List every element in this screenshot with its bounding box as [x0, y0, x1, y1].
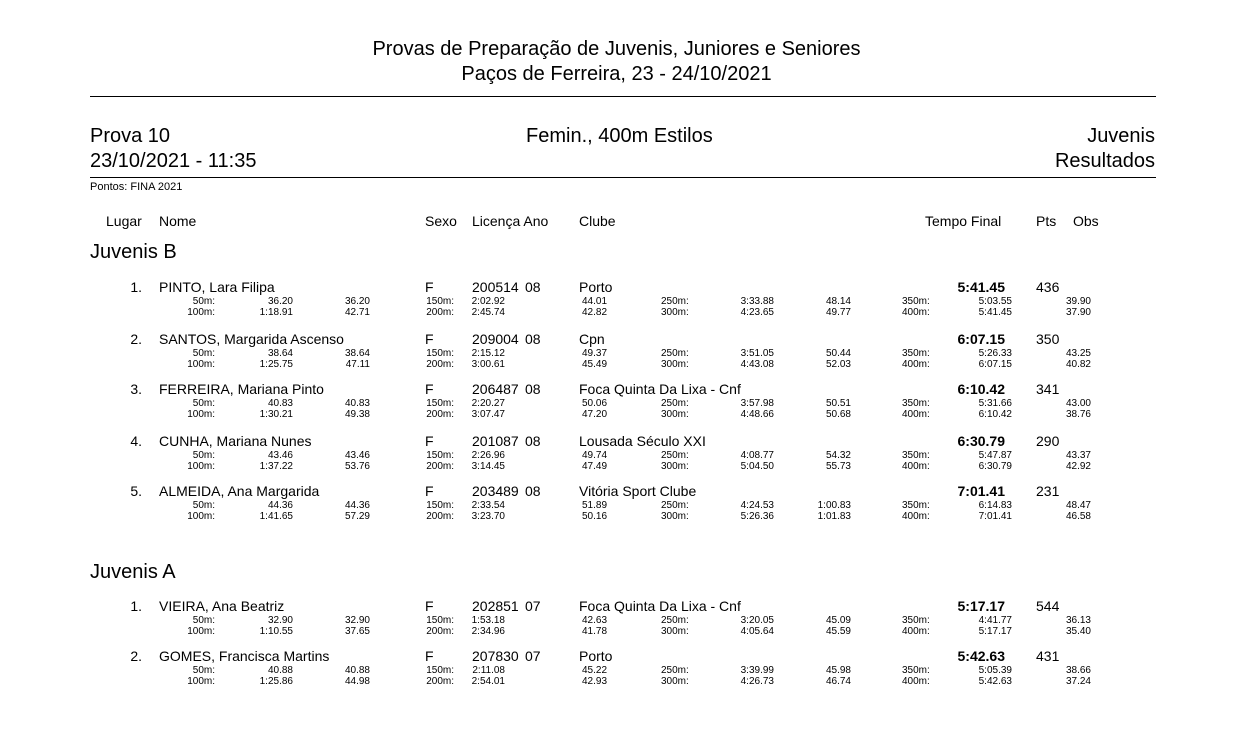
split-lap-time: 44.36: [344, 500, 370, 511]
swimmer-year: 07: [525, 648, 541, 664]
swimmer-name: FERREIRA, Mariana Pinto: [159, 381, 324, 397]
swimmer-year: 08: [525, 483, 541, 499]
split-cumulative-time: 5:47.87: [978, 450, 1012, 461]
split-lap-time: 45.09: [825, 615, 851, 626]
col-license-year: Licença Ano: [472, 213, 549, 229]
swimmer-sex: F: [425, 433, 434, 449]
split-distance-label: 250m:: [661, 348, 689, 359]
split-lap-time: 42.82: [582, 307, 608, 318]
split-cumulative-time: 6:30.79: [978, 461, 1012, 472]
split-lap-time: 43.25: [1065, 348, 1091, 359]
split-distance-label: 350m:: [902, 665, 930, 676]
swimmer-club: Vitória Sport Clube: [579, 483, 697, 499]
split-cumulative-time: 4:48.66: [740, 409, 774, 420]
swimmer-final-time: 5:41.45: [957, 279, 1005, 295]
swimmer-sex: F: [425, 648, 434, 664]
swimmer-sex: F: [425, 381, 434, 397]
split-distance-label: 400m:: [902, 626, 930, 637]
split-distance-label: 300m:: [661, 409, 689, 420]
swimmer-club: Porto: [579, 648, 613, 664]
split-cumulative-time: 3:23.70: [471, 511, 505, 522]
points-note: Pontos: FINA 2021: [90, 181, 183, 193]
split-distance-label: 350m:: [902, 615, 930, 626]
split-cumulative-time: 5:03.55: [978, 296, 1012, 307]
swimmer-final-time: 6:30.79: [957, 433, 1005, 449]
split-row: [0, 450, 1233, 461]
split-distance-label: 350m:: [902, 398, 930, 409]
split-lap-time: 40.82: [1065, 359, 1091, 370]
split-distance-label: 200m:: [426, 409, 454, 420]
swimmer-club: Foca Quinta Da Lixa - Cnf: [579, 598, 741, 614]
split-distance-label: 250m:: [661, 665, 689, 676]
split-lap-time: 45.98: [825, 665, 851, 676]
split-lap-time: 54.32: [825, 450, 851, 461]
swimmer-name: CUNHA, Mariana Nunes: [159, 433, 312, 449]
swimmer-final-time: 5:17.17: [957, 598, 1005, 614]
split-lap-time: 51.89: [582, 500, 608, 511]
split-distance-label: 300m:: [661, 511, 689, 522]
split-lap-time: 1:01.83: [817, 511, 851, 522]
split-distance-label: 100m:: [187, 626, 215, 637]
split-distance-label: 50m:: [192, 500, 215, 511]
swimmer-license: 200514: [472, 279, 519, 295]
event-number: Prova 10: [90, 125, 171, 147]
split-cumulative-time: 5:04.50: [740, 461, 774, 472]
swimmer-club: Cpn: [579, 331, 605, 347]
split-distance-label: 100m:: [187, 409, 215, 420]
split-cumulative-time: 5:17.17: [978, 626, 1012, 637]
swimmer-license: 202851: [472, 598, 519, 614]
split-distance-label: 400m:: [902, 461, 930, 472]
swimmer-license: 206487: [472, 381, 519, 397]
swimmer-final-time: 5:42.63: [957, 648, 1005, 664]
split-cumulative-time: 6:10.42: [978, 409, 1012, 420]
swimmer-points: 544: [1036, 598, 1060, 614]
split-cumulative-time: 1:25.86: [259, 676, 293, 687]
split-cumulative-time: 4:23.65: [740, 307, 774, 318]
split-lap-time: 48.47: [1065, 500, 1091, 511]
split-lap-time: 50.06: [582, 398, 608, 409]
group-title: Juvenis A: [90, 561, 176, 583]
split-cumulative-time: 4:26.73: [740, 676, 774, 687]
split-cumulative-time: 38.64: [267, 348, 293, 359]
swimmer-final-time: 6:07.15: [957, 331, 1005, 347]
split-lap-time: 45.49: [582, 359, 608, 370]
split-cumulative-time: 5:31.66: [978, 398, 1012, 409]
split-lap-time: 49.74: [582, 450, 608, 461]
split-distance-label: 300m:: [661, 676, 689, 687]
split-cumulative-time: 32.90: [267, 615, 293, 626]
split-distance-label: 150m:: [426, 296, 454, 307]
split-cumulative-time: 7:01.41: [978, 511, 1012, 522]
split-cumulative-time: 2:54.01: [471, 676, 505, 687]
split-distance-label: 200m:: [426, 307, 454, 318]
split-lap-time: 37.65: [344, 626, 370, 637]
swimmer-name: ALMEIDA, Ana Margarida: [159, 483, 320, 499]
split-lap-time: 44.98: [344, 676, 370, 687]
split-cumulative-time: 4:24.53: [740, 500, 774, 511]
split-lap-time: 48.14: [825, 296, 851, 307]
swimmer-place: 3.: [130, 381, 142, 397]
split-lap-time: 43.37: [1065, 450, 1091, 461]
split-distance-label: 400m:: [902, 511, 930, 522]
split-lap-time: 40.88: [344, 665, 370, 676]
split-lap-time: 50.44: [825, 348, 851, 359]
swimmer-sex: F: [425, 331, 434, 347]
swimmer-sex: F: [425, 483, 434, 499]
split-cumulative-time: 2:02.92: [471, 296, 505, 307]
split-distance-label: 300m:: [661, 359, 689, 370]
split-row: [0, 665, 1233, 676]
swimmer-club: Porto: [579, 279, 613, 295]
event-category: Juvenis: [1087, 125, 1155, 147]
col-obs: Obs: [1073, 213, 1099, 229]
split-cumulative-time: 3:20.05: [740, 615, 774, 626]
split-lap-time: 53.76: [344, 461, 370, 472]
swimmer-final-time: 7:01.41: [957, 483, 1005, 499]
header-divider: [90, 96, 1156, 97]
col-pts: Pts: [1036, 213, 1057, 229]
split-lap-time: 35.40: [1065, 626, 1091, 637]
split-cumulative-time: 3:57.98: [740, 398, 774, 409]
swimmer-year: 08: [525, 433, 541, 449]
swimmer-license: 209004: [472, 331, 519, 347]
swimmer-year: 08: [525, 381, 541, 397]
split-lap-time: 42.92: [1065, 461, 1091, 472]
split-cumulative-time: 6:07.15: [978, 359, 1012, 370]
split-lap-time: 38.76: [1065, 409, 1091, 420]
split-lap-time: 49.38: [344, 409, 370, 420]
split-distance-label: 150m:: [426, 348, 454, 359]
split-distance-label: 150m:: [426, 615, 454, 626]
split-distance-label: 300m:: [661, 307, 689, 318]
split-lap-time: 36.13: [1065, 615, 1091, 626]
meet-title: Provas de Preparação de Juvenis, Juniores e Seniores: [372, 38, 861, 60]
split-lap-time: 49.77: [825, 307, 851, 318]
split-distance-label: 200m:: [426, 461, 454, 472]
swimmer-points: 231: [1036, 483, 1060, 499]
split-cumulative-time: 4:41.77: [978, 615, 1012, 626]
split-distance-label: 350m:: [902, 348, 930, 359]
split-cumulative-time: 5:26.33: [978, 348, 1012, 359]
split-cumulative-time: 1:25.75: [259, 359, 293, 370]
swimmer-name: GOMES, Francisca Martins: [159, 648, 330, 664]
swimmer-club: Foca Quinta Da Lixa - Cnf: [579, 381, 741, 397]
split-cumulative-time: 1:53.18: [471, 615, 505, 626]
split-cumulative-time: 2:15.12: [471, 348, 505, 359]
swimmer-sex: F: [425, 279, 434, 295]
split-distance-label: 50m:: [192, 615, 215, 626]
split-row: [0, 615, 1233, 626]
swimmer-points: 341: [1036, 381, 1060, 397]
swimmer-place: 1.: [130, 598, 142, 614]
split-cumulative-time: 3:14.45: [471, 461, 505, 472]
split-cumulative-time: 3:51.05: [740, 348, 774, 359]
split-lap-time: 44.01: [582, 296, 608, 307]
split-lap-time: 41.78: [582, 626, 608, 637]
split-lap-time: 52.03: [825, 359, 851, 370]
split-lap-time: 43.00: [1065, 398, 1091, 409]
swimmer-place: 5.: [130, 483, 142, 499]
split-lap-time: 46.74: [825, 676, 851, 687]
split-distance-label: 350m:: [902, 296, 930, 307]
swimmer-place: 2.: [130, 648, 142, 664]
swimmer-points: 290: [1036, 433, 1060, 449]
split-cumulative-time: 1:18.91: [259, 307, 293, 318]
split-row: [0, 511, 1233, 522]
split-distance-label: 250m:: [661, 615, 689, 626]
split-distance-label: 350m:: [902, 500, 930, 511]
split-lap-time: 43.46: [344, 450, 370, 461]
split-cumulative-time: 2:11.08: [472, 665, 505, 676]
split-distance-label: 50m:: [192, 398, 215, 409]
swimmer-year: 08: [525, 331, 541, 347]
split-lap-time: 50.16: [582, 511, 608, 522]
split-lap-time: 49.37: [582, 348, 608, 359]
split-cumulative-time: 2:34.96: [471, 626, 505, 637]
meet-location-date: Paços de Ferreira, 23 - 24/10/2021: [461, 63, 772, 85]
split-cumulative-time: 4:43.08: [740, 359, 774, 370]
split-cumulative-time: 2:45.74: [471, 307, 505, 318]
split-row: [0, 409, 1233, 420]
split-cumulative-time: 44.36: [267, 500, 293, 511]
group-title: Juvenis B: [90, 241, 177, 263]
col-club: Clube: [579, 213, 616, 229]
swimmer-place: 2.: [130, 331, 142, 347]
split-distance-label: 200m:: [426, 511, 454, 522]
split-lap-time: 37.90: [1065, 307, 1091, 318]
split-distance-label: 300m:: [661, 461, 689, 472]
split-lap-time: 42.93: [582, 676, 608, 687]
split-distance-label: 300m:: [661, 626, 689, 637]
split-cumulative-time: 40.83: [267, 398, 293, 409]
split-lap-time: 40.83: [344, 398, 370, 409]
swimmer-points: 436: [1036, 279, 1060, 295]
event-type: Resultados: [1054, 150, 1155, 172]
split-lap-time: 45.22: [582, 665, 608, 676]
split-cumulative-time: 6:14.83: [978, 500, 1012, 511]
split-row: [0, 676, 1233, 687]
split-lap-time: 42.63: [582, 615, 608, 626]
swimmer-name: VIEIRA, Ana Beatriz: [159, 598, 285, 614]
swimmer-name: SANTOS, Margarida Ascenso: [159, 331, 344, 347]
swimmer-points: 350: [1036, 331, 1060, 347]
split-distance-label: 50m:: [192, 296, 215, 307]
col-sex: Sexo: [425, 213, 457, 229]
split-lap-time: 46.58: [1065, 511, 1091, 522]
split-cumulative-time: 3:07.47: [471, 409, 505, 420]
split-distance-label: 250m:: [661, 296, 689, 307]
event-name: Femin., 400m Estilos: [526, 125, 713, 147]
split-distance-label: 150m:: [426, 398, 454, 409]
split-cumulative-time: 1:41.65: [259, 511, 293, 522]
split-cumulative-time: 40.88: [267, 665, 293, 676]
swimmer-year: 07: [525, 598, 541, 614]
split-cumulative-time: 1:10.55: [259, 626, 293, 637]
split-lap-time: 39.90: [1065, 296, 1091, 307]
split-lap-time: 47.11: [345, 359, 370, 370]
split-row: [0, 398, 1233, 409]
col-place: Lugar: [106, 213, 142, 229]
split-lap-time: 1:00.83: [817, 500, 851, 511]
split-lap-time: 38.64: [344, 348, 370, 359]
split-distance-label: 50m:: [192, 348, 215, 359]
split-distance-label: 250m:: [661, 398, 689, 409]
swimmer-points: 431: [1036, 648, 1060, 664]
split-row: [0, 500, 1233, 511]
event-datetime: 23/10/2021 - 11:35: [90, 150, 257, 172]
split-cumulative-time: 3:39.99: [740, 665, 774, 676]
split-lap-time: 50.68: [825, 409, 851, 420]
swimmer-name: PINTO, Lara Filipa: [159, 279, 275, 295]
split-cumulative-time: 43.46: [267, 450, 293, 461]
split-lap-time: 32.90: [344, 615, 370, 626]
swimmer-sex: F: [425, 598, 434, 614]
split-distance-label: 150m:: [426, 665, 454, 676]
split-lap-time: 36.20: [344, 296, 370, 307]
split-lap-time: 38.66: [1065, 665, 1091, 676]
split-cumulative-time: 1:37.22: [259, 461, 293, 472]
split-distance-label: 250m:: [661, 500, 689, 511]
split-lap-time: 55.73: [825, 461, 851, 472]
split-distance-label: 100m:: [187, 307, 215, 318]
split-lap-time: 37.24: [1065, 676, 1091, 687]
split-cumulative-time: 5:05.39: [978, 665, 1012, 676]
swimmer-final-time: 6:10.42: [957, 381, 1005, 397]
event-divider: [90, 177, 1156, 178]
split-cumulative-time: 3:00.61: [471, 359, 505, 370]
split-distance-label: 200m:: [426, 359, 454, 370]
swimmer-place: 4.: [130, 433, 142, 449]
split-distance-label: 400m:: [902, 307, 930, 318]
split-cumulative-time: 4:08.77: [740, 450, 774, 461]
split-distance-label: 200m:: [426, 676, 454, 687]
split-distance-label: 100m:: [187, 676, 215, 687]
split-distance-label: 100m:: [187, 461, 215, 472]
split-cumulative-time: 5:42.63: [978, 676, 1012, 687]
split-lap-time: 47.49: [582, 461, 608, 472]
split-cumulative-time: 5:26.36: [740, 511, 774, 522]
split-cumulative-time: 1:30.21: [259, 409, 293, 420]
split-cumulative-time: 2:20.27: [471, 398, 505, 409]
swimmer-license: 201087: [472, 433, 519, 449]
split-distance-label: 400m:: [902, 409, 930, 420]
split-cumulative-time: 3:33.88: [740, 296, 774, 307]
split-row: [0, 307, 1233, 318]
split-distance-label: 50m:: [192, 450, 215, 461]
swimmer-place: 1.: [130, 279, 142, 295]
swimmer-license: 207830: [472, 648, 519, 664]
swimmer-club: Lousada Século XXI: [579, 433, 706, 449]
col-final-time: Tempo Final: [925, 213, 1002, 229]
swimmer-year: 08: [525, 279, 541, 295]
swimmer-license: 203489: [472, 483, 519, 499]
split-distance-label: 350m:: [902, 450, 930, 461]
split-cumulative-time: 36.20: [267, 296, 293, 307]
split-row: [0, 296, 1233, 307]
split-cumulative-time: 4:05.64: [740, 626, 774, 637]
split-distance-label: 250m:: [661, 450, 689, 461]
split-lap-time: 50.51: [825, 398, 851, 409]
split-cumulative-time: 5:41.45: [978, 307, 1012, 318]
split-row: [0, 461, 1233, 472]
split-distance-label: 150m:: [426, 500, 454, 511]
split-lap-time: 57.29: [344, 511, 370, 522]
split-row: [0, 626, 1233, 637]
col-name: Nome: [159, 213, 197, 229]
split-lap-time: 42.71: [344, 307, 370, 318]
split-distance-label: 400m:: [902, 676, 930, 687]
split-distance-label: 150m:: [426, 450, 454, 461]
split-distance-label: 50m:: [192, 665, 215, 676]
split-distance-label: 400m:: [902, 359, 930, 370]
split-row: [0, 348, 1233, 359]
split-row: [0, 359, 1233, 370]
split-lap-time: 47.20: [582, 409, 608, 420]
split-lap-time: 45.59: [825, 626, 851, 637]
split-distance-label: 200m:: [426, 626, 454, 637]
split-cumulative-time: 2:33.54: [471, 500, 505, 511]
split-cumulative-time: 2:26.96: [471, 450, 505, 461]
split-distance-label: 100m:: [187, 359, 215, 370]
split-distance-label: 100m:: [187, 511, 215, 522]
